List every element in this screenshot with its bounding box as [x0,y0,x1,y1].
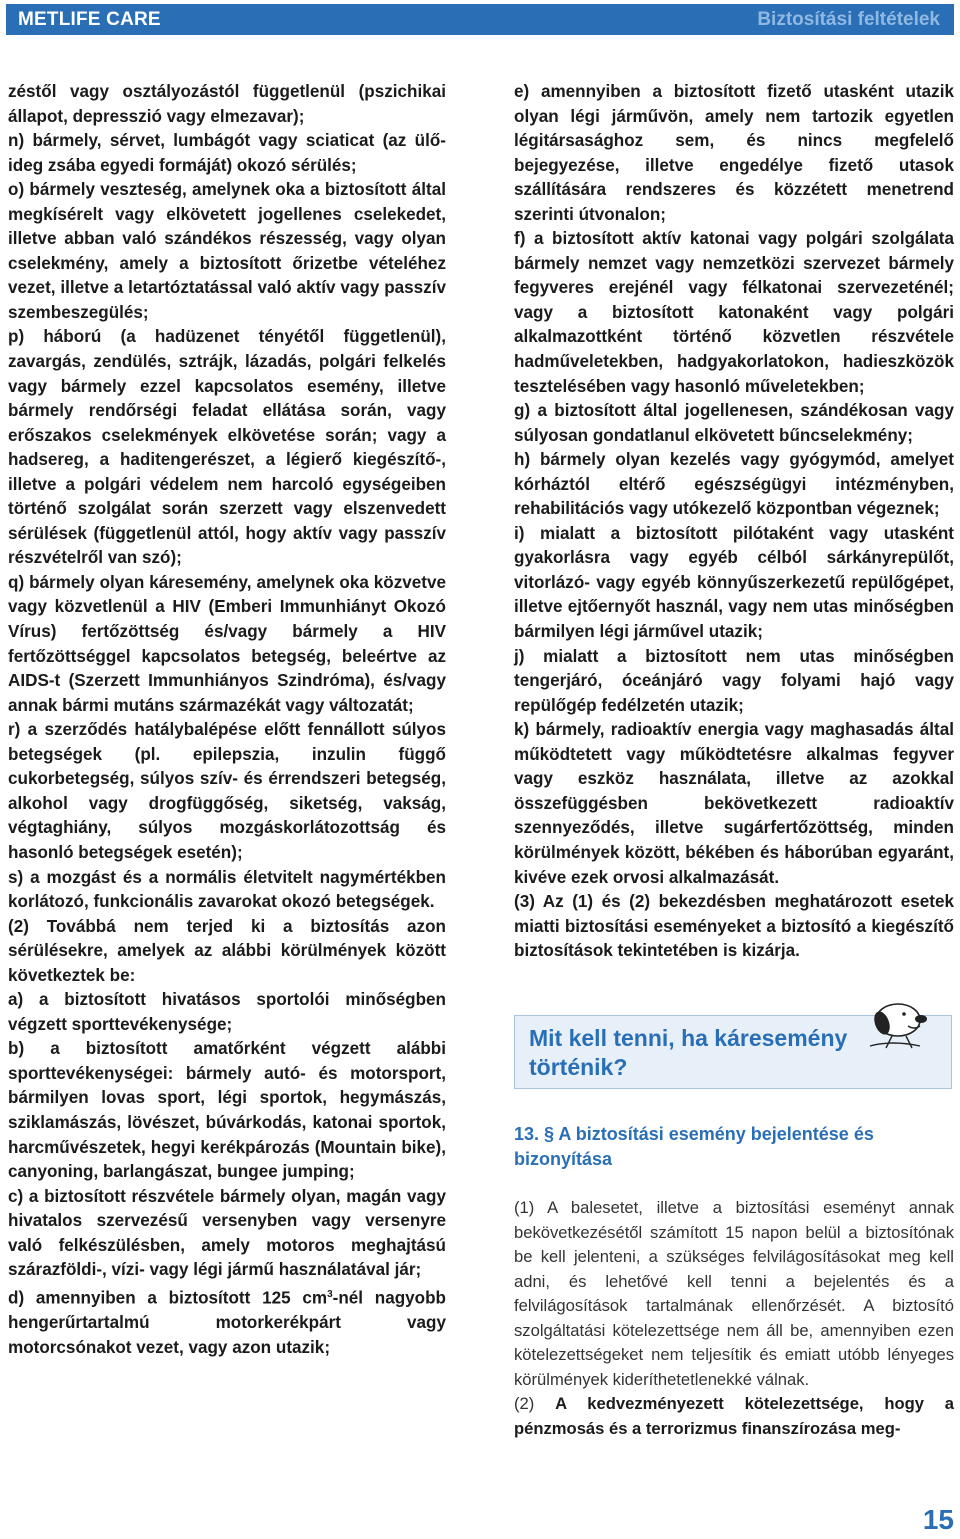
section-body [514,1196,954,1441]
right-paragraph: j) mialatt a biztosított nem utas minőségben tengerjáró, óceánjáró vagy folyami hajó vagy repülőgép fedélzetén utazik; [514,646,954,715]
section-title: Biztosítási feltételek [757,9,940,30]
left-paragraph-d [8,1283,446,1360]
item-d-start: d) amennyiben a biztosított 125 cm [8,1288,328,1308]
body-paragraph-2 [514,1392,954,1441]
item-d-end: -nél nagyobb hengerűrtartalmú motorkerékpárt vagy motorcsónakot vezet, vagy azon utazik; [8,1288,446,1357]
left-paragraph: n) bármely, sérvet, lumbágót vagy sciaticat (az ülő-ideg zsába egyedi formáját) okozó sérülés; [8,131,446,175]
right-paragraph: e) amennyiben a biztosított fizető utasként utazik olyan légi járművön, amely nem tartozik egyetlen légitársasághoz sem, és nincs megfelelő bejegyezése, illetve engedélye fizető utasok szállítására rendszeres és közzétett menetrend szerinti útvonalon; [514,82,954,224]
left-paragraph: c) a biztosított részvétele bármely olyan, magán vagy hivatalos szervezésű versenyben vagy versenyre való felkészülésben, amely motoros meghajtású szárazföldi-, vízi- vagy légi jármű használatával jár; [8,1186,446,1280]
body-paragraph-2-text: A kedvezményezett kötelezettsége, hogy a pénzmosás és a terrorizmus finanszírozása meg- [514,1394,954,1438]
left-paragraph: q) bármely olyan káresemény, amelynek oka közvetve vagy közvetlenül a HIV (Emberi Immunhiányt Okozó Vírus) fertőzöttség és/vagy bármely a HIV fertőzöttséggel kapcsolatos betegség, beleértve az AIDS-t (Szerzett Immunhiányos Szindróma), és/vagy annak bármi mutáns származékát vagy változatát; [8,572,446,715]
brand-title: METLIFE CARE [18,9,161,30]
left-paragraph: a) a biztosított hivatásos sportolói minőségben végzett sporttevékenysége; [8,990,446,1034]
page-number: 15 [922,1504,954,1535]
left-paragraph: r) a szerződés hatálybalépése előtt fennállott súlyos betegségek (pl. epilepszia, inzulin függő cukorbetegség, súlyos szív- és érrendszeri betegség, alkohol vagy drogfüggőség, siketség, vakság, végtaghiány, súlyos mozgáskorlátozottság és hasonló betegségek esetén); [8,720,446,862]
callout-title: Mit kell tenni, ha káresemény történik? [529,1025,848,1080]
item-d-superscript: 3 [327,1288,333,1300]
left-paragraph: (2) Továbbá nem terjed ki a biztosítás azon sérülésekre, amelyek az alábbi körülmények között következtek be: [8,916,446,985]
right-paragraph: h) bármely olyan kezelés vagy gyógymód, amelyet kórháztól eltérő egészségügyi intézményben, rehabilitációs vagy utókezelő központban végeznek; [514,450,954,519]
body-paragraph-1: (1) A balesetet, illetve a biztosítási eseményt annak bekövetkezésétől számított 15 napon belül a biztosítónak be kell jelenteni, a szükséges felvilágosításokat meg kell adni, és lehetővé kell tenni a bejelentés és a felvilágosítások tartalmának ellenőrzését. A biztosító szolgáltatási kötelezettsége nem áll be, amennyiben ezen kötelezettségeket nem teljesítik és emiatt utóbb lényeges körülmények kideríthetetlenekké válnak. [514,1198,954,1389]
left-paragraph: o) bármely veszteség, amelynek oka a biztosított által megkísérelt vagy elkövetett jogellenes cselekedet, illetve abban való szándékos részesség, vagy olyan cselekmény, amely a biztosított őrizetbe vételéhez vezet, illetve a letartóztatással való aktív vagy passzív szembeszegülés; [8,180,446,322]
header-bar [6,4,954,35]
snoopy-illustration [862,990,942,1054]
right-paragraph: g) a biztosított által jogellenesen, szándékosan vagy súlyosan gondatlanul elkövetett bűncselekmény; [514,401,954,445]
left-paragraph: zéstől vagy osztályozástól függetlenül (pszichikai állapot, depresszió vagy elmezavar); [8,82,446,126]
right-paragraph: k) bármely, radioaktív energia vagy maghasadás által működtetett vagy működtetésre alkalmas fegyver vagy eszköz használata, illetve az azokkal összefüggésben bekövetkezett radioaktív szennyeződés, illetve sugárfertőzöttség, minden körülmények között, békében és háborúban egyaránt, kivéve ezek orvosi alkalmazását. [514,720,954,887]
left-paragraph: b) a biztosított amatőrként végzett alábbi sporttevékenységei: bármely autó- és motorsport, bármilyen lovas sport, légi sportok, hegymászás, sziklamászás, lövészet, búvárkodás, katonai sportok, harcművészetek, hegyi kerékpározás (Mountain bike), canyoning, barlangászat, bungee jumping; [8,1039,446,1182]
right-paragraph: (3) Az (1) és (2) bekezdésben meghatározott esetek miatti biztosítási eseményeket a biztosító a kiegészítő biztosítások tekintetében is kizárja. [514,892,954,961]
left-column [8,80,446,1360]
right-paragraph: f) a biztosított aktív katonai vagy polgári szolgálata bármely nemzet vagy nemzetközi szervezet bármely fegyveres erejénél vagy félkatonai szervezeténél; vagy a biztosított katonaként vagy polgári alkalmazottként történő közvetlen részvétele hadműveletekben, hadgyakorlatokon, hadieszközök tesztelésében vagy hasonló műveletekben; [514,229,954,396]
left-paragraph: p) háború (a hadüzenet tényétől függetlenül), zavargás, zendülés, sztrájk, lázadás, polgári felkelés vagy bármely ezzel kapcsolatos esemény, illetve bármely rendőrségi feladat ellátása során, vagy erőszakos cselekmények elkövetése során; vagy a hadsereg, a haditengerészet, a légierő kiegészítő-, illetve a polgári védelem nem harcoló egységeiben történő szolgálat során szerzett vagy elszenvedett sérülések (függetlenül attól, hogy aktív vagy passzív részvételről van szó); [8,327,446,568]
right-column [514,80,954,964]
right-paragraph: i) mialatt a biztosított pilótaként vagy utasként gyakorlásra vagy egyéb célból sárkányrepülőt, vitorlázó- vagy egyéb könnyűszerkezetű repülőgépet, illetve ejtőernyőt használ, vagy nem utas minőségben bármilyen légi járművel utazik; [514,523,954,642]
section-heading: 13. § A biztosítási esemény bejelentése és bizonyítása [514,1124,874,1169]
left-paragraph: s) a mozgást és a normális életvitelt nagymértékben korlátozó, funkcionális zavarokat okozó betegségek. [8,867,446,912]
body-paragraph-2-number: (2) [514,1394,556,1414]
